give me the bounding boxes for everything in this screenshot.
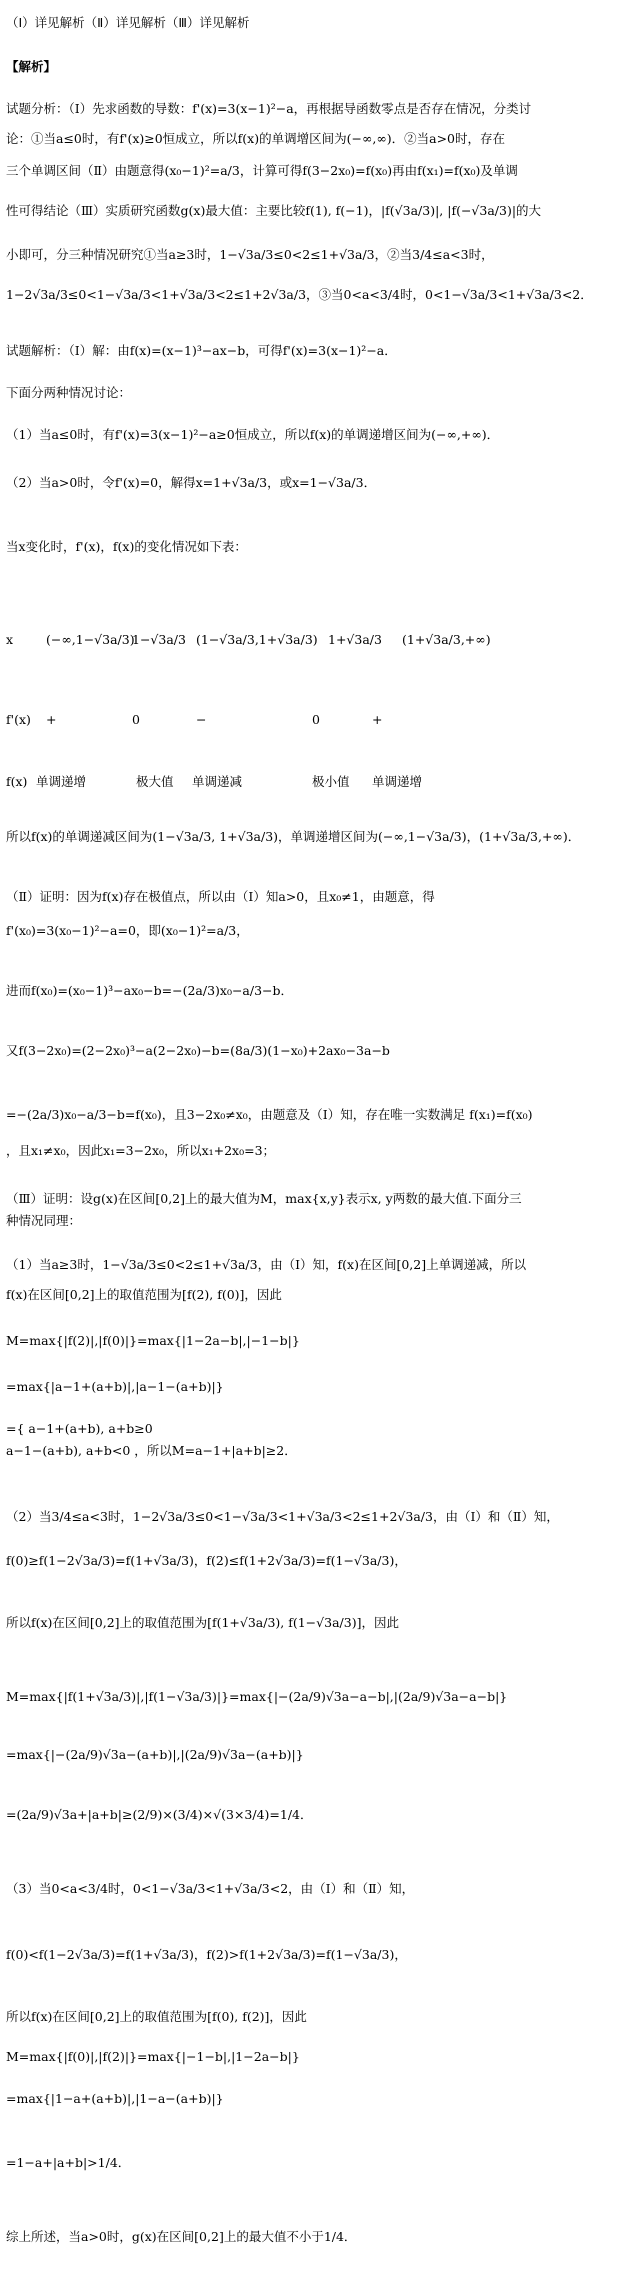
table-row — [6, 770, 624, 794]
case-line: f(0)≥f(1−2√3a/3)=f(1+√3a/3)，f(2)≤f(1+2√3a/3)=f(1−√3a/3)， — [6, 1553, 407, 1568]
case-line: f(x)在区间[0,2]上的取值范围为[f(2), f(0)]，因此 — [6, 1287, 282, 1302]
solution-line: 所以f(x)的单调递减区间为(1−√3a/3, 1+√3a/3)，单调递增区间为(−∞,1−√3a/3)，(1+√3a/3,+∞)． — [6, 829, 581, 844]
case-line: f(0)<f(1−2√3a/3)=f(1+√3a/3)，f(2)>f(1+2√3a/3)=f(1−√3a/3)， — [6, 1947, 407, 1962]
case-line: M=max{|f(2)|,|f(0)|}=max{|1−2a−b|,|−1−b|} — [6, 1333, 300, 1348]
table-cell: + — [46, 712, 57, 727]
proof-line: f'(x₀)=3(x₀−1)²−a=0，即(x₀−1)²=a/3， — [6, 923, 249, 938]
case-line: =max{|−(2a/9)√3a−(a+b)|,|(2a/9)√3a−(a+b)|} — [6, 1747, 304, 1762]
case-line: ={ a−1+(a+b), a+b≥0 — [6, 1421, 153, 1436]
table-cell: (1+√3a/3,+∞) — [402, 632, 491, 647]
case-line: a−1−(a+b), a+b<0 ，所以M=a−1+|a+b|≥2． — [6, 1443, 297, 1458]
analysis-line: 试题分析：（Ⅰ）先求函数的导数：f'(x)=3(x−1)²−a，再根据导函数零点是否存在情况，分类讨 — [6, 101, 532, 116]
case-line: =(2a/9)√3a+|a+b|≥(2/9)×(3/4)×√(3×3/4)=1/4． — [6, 1807, 313, 1822]
proof-line: 种情况同理： — [6, 1213, 82, 1228]
table-cell: x — [6, 632, 14, 647]
analysis-line: 小即可，分三种情况研究①当a≥3时，1−√3a/3≤0<2≤1+√3a/3，②当3/4≤a<3时， — [6, 247, 494, 262]
table-cell: − — [196, 712, 207, 727]
solution-line: （2）当a>0时，令f'(x)=0，解得x=1+√3a/3，或x=1−√3a/3． — [6, 475, 377, 490]
solution-line: 试题解析：（Ⅰ）解：由f(x)=(x−1)³−ax−b，可得f'(x)=3(x−1)²−a． — [6, 343, 397, 358]
case-line: （2）当3/4≤a<3时，1−2√3a/3≤0<1−√3a/3<1+√3a/3<2≤1+2√3a/3，由（Ⅰ）和（Ⅱ）知， — [6, 1509, 559, 1524]
table-cell: + — [372, 712, 383, 727]
case-line: （3）当0<a<3/4时，0<1−√3a/3<1+√3a/3<2，由（Ⅰ）和（Ⅱ）知， — [6, 1881, 415, 1896]
section-heading: 【解析】 — [6, 59, 57, 74]
case-line: =1−a+|a+b|>1/4． — [6, 2155, 131, 2170]
case-line: =max{|a−1+(a+b)|,|a−1−(a+b)|} — [6, 1379, 224, 1394]
proof-line: 又f(3−2x₀)=(2−2x₀)³−a(2−2x₀)−b=(8a/3)(1−x₀)+2ax₀−3a−b — [6, 1043, 390, 1058]
table-cell: 0 — [132, 712, 140, 727]
case-line: M=max{|f(1+√3a/3)|,|f(1−√3a/3)|}=max{|−(2a/9)√3a−a−b|,|(2a/9)√3a−a−b|} — [6, 1689, 508, 1704]
table-cell: f'(x) — [6, 712, 31, 727]
solution-line: 当x变化时，f'(x)，f(x)的变化情况如下表： — [6, 539, 247, 554]
table-cell: f(x) — [6, 774, 28, 789]
case-line: M=max{|f(0)|,|f(2)|}=max{|−1−b|,|1−2a−b|} — [6, 2049, 300, 2064]
analysis-line: 1−2√3a/3≤0<1−√3a/3<1+√3a/3<2≤1+2√3a/3，③当0<a<3/4时，0<1−√3a/3<1+√3a/3<2． — [6, 287, 593, 302]
table-cell: 1+√3a/3 — [328, 632, 382, 647]
conclusion-line: 综上所述，当a>0时，g(x)在区间[0,2]上的最大值不小于1/4． — [6, 2229, 357, 2244]
solution-line: （1）当a≤0时，有f'(x)=3(x−1)²−a≥0恒成立，所以f(x)的单调递增区间为(−∞,+∞)． — [6, 427, 500, 442]
proof-line: （Ⅱ）证明：因为f(x)存在极值点，所以由（Ⅰ）知a>0，且x₀≠1，由题意，得 — [6, 889, 435, 904]
table-cell: (−∞,1−√3a/3) — [46, 632, 135, 647]
proof-line: 进而f(x₀)=(x₀−1)³−ax₀−b=−(2a/3)x₀−a/3−b． — [6, 983, 294, 998]
case-line: =max{|1−a+(a+b)|,|1−a−(a+b)|} — [6, 2091, 224, 2106]
table-cell: 极小值 — [312, 774, 350, 789]
table-cell: (1−√3a/3,1+√3a/3) — [196, 632, 318, 647]
analysis-line: 三个单调区间（Ⅱ）由题意得(x₀−1)²=a/3，计算可得f(3−2x₀)=f(x₀)再由f(x₁)=f(x₀)及单调 — [6, 163, 518, 178]
table-cell: 单调递增 — [372, 774, 423, 789]
table-row — [6, 628, 624, 652]
case-line: 所以f(x)在区间[0,2]上的取值范围为[f(1+√3a/3), f(1−√3a/3)]，因此 — [6, 1615, 399, 1630]
analysis-line: 性可得结论（Ⅲ）实质研究函数g(x)最大值：主要比较f(1), f(−1)，|f(√3a/3)|, |f(−√3a/3)|的大 — [6, 203, 542, 218]
proof-line: （Ⅲ）证明：设g(x)在区间[0,2]上的最大值为M，max{x,y}表示x, y两数的最大值.下面分三 — [6, 1191, 522, 1206]
case-line: 所以f(x)在区间[0,2]上的取值范围为[f(0), f(2)]，因此 — [6, 2009, 307, 2024]
analysis-line: 论：①当a≤0时，有f'(x)≥0恒成立，所以f(x)的单调增区间为(−∞,∞)．②当a>0时，存在 — [6, 131, 506, 146]
table-cell: 1−√3a/3 — [132, 632, 186, 647]
solution-line: 下面分两种情况讨论： — [6, 385, 132, 400]
table-cell: 极大值 — [136, 774, 174, 789]
answer-title: （Ⅰ）详见解析（Ⅱ）详见解析（Ⅲ）详见解析 — [6, 15, 250, 30]
table-cell: 单调递增 — [36, 774, 87, 789]
proof-line: =−(2a/3)x₀−a/3−b=f(x₀)，且3−2x₀≠x₀，由题意及（Ⅰ）知，存在唯一实数满足 f(x₁)=f(x₀) — [6, 1107, 533, 1122]
proof-line: ，且x₁≠x₀，因此x₁=3−2x₀，所以x₁+2x₀=3； — [6, 1143, 276, 1158]
table-cell: 0 — [312, 712, 320, 727]
table-cell: 单调递减 — [192, 774, 243, 789]
table-row — [6, 708, 624, 732]
case-line: （1）当a≥3时，1−√3a/3≤0<2≤1+√3a/3，由（Ⅰ）知，f(x)在区间[0,2]上单调递减，所以 — [6, 1257, 527, 1272]
